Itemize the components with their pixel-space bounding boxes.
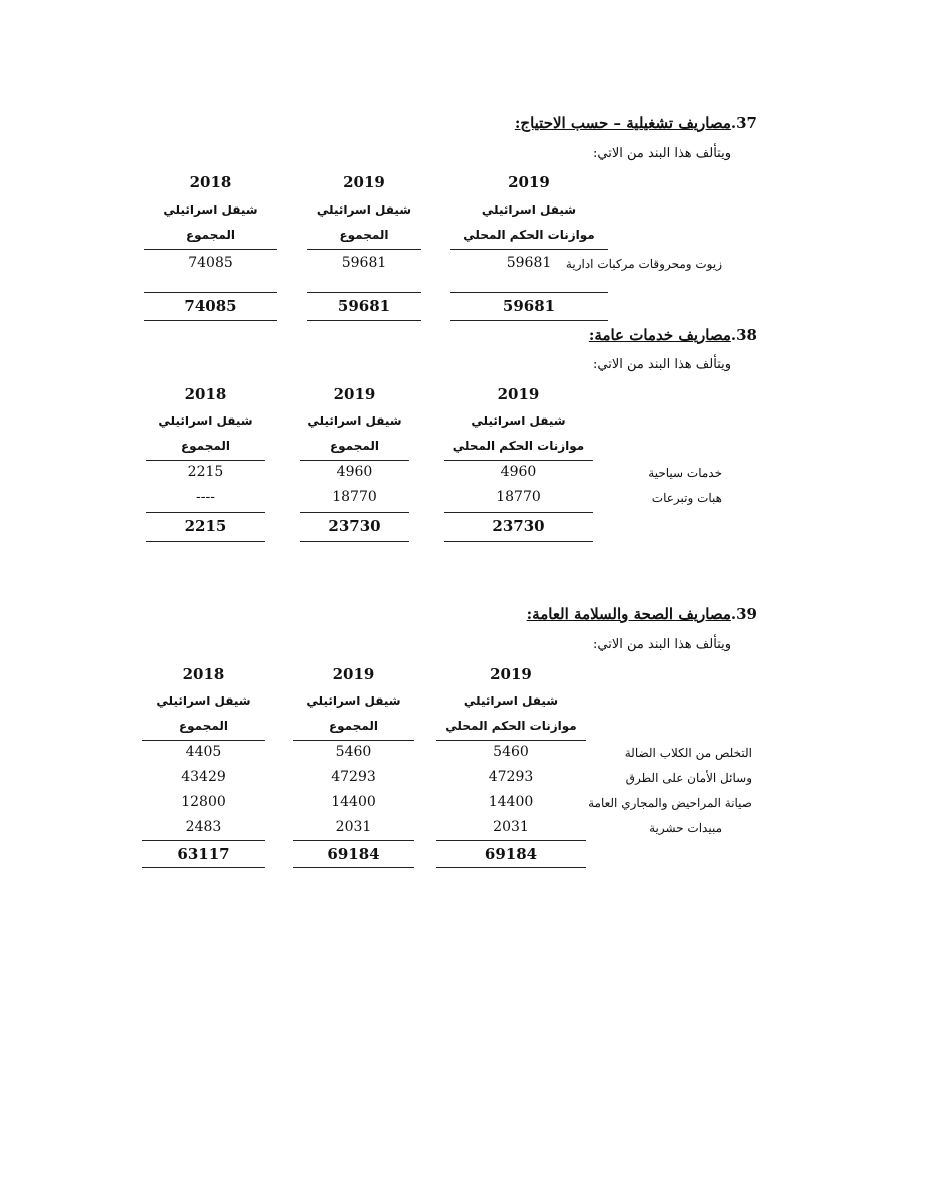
- s37-total2019-subheader: المجموع: [339, 228, 389, 242]
- s39-total-rule: [142, 840, 265, 841]
- section-37-title-text: مصاريف تشغيلية – حسب الاحتياج:: [514, 114, 731, 132]
- s37-bottom-rule: [450, 320, 608, 321]
- s38-bottom-rule: [300, 541, 409, 542]
- cell-total-2019: 14400: [331, 794, 376, 810]
- s38-total-total-2018: 2215: [184, 517, 227, 535]
- s38-budget-currency: شيقل اسرائيلي: [471, 414, 566, 428]
- cell-budget-2019: 4960: [500, 464, 537, 480]
- s39-total2019-year: 2019: [332, 665, 375, 683]
- s37-total-budget-2019: 59681: [502, 297, 556, 315]
- s38-total-rule: [300, 512, 409, 513]
- cell-total-2019: 4960: [336, 464, 373, 480]
- s39-budget-subheader: موازنات الحكم المحلي: [445, 719, 577, 733]
- s38-header-rule: [444, 460, 593, 461]
- row-label: وسائل الأمان على الطرق: [625, 771, 752, 785]
- cell-budget-2019: 47293: [488, 769, 534, 785]
- cell-total-2019: 47293: [331, 769, 376, 785]
- s38-total2019-year: 2019: [333, 385, 376, 403]
- s37-header-rule: [307, 249, 421, 250]
- s39-bottom-rule: [293, 867, 414, 868]
- cell-budget-2019: 14400: [488, 794, 534, 810]
- s38-total-rule: [444, 512, 593, 513]
- section-37-title: [515, 114, 757, 132]
- cell-total-2018: 2483: [185, 819, 222, 835]
- s38-total-total-2019: 23730: [328, 517, 381, 535]
- section-37-intro: ويتألف هذا البند من الاتي:: [593, 146, 731, 161]
- s37-total2018-currency: شيقل اسرائيلي: [163, 203, 258, 217]
- s39-bottom-rule: [436, 867, 586, 868]
- s38-bottom-rule: [444, 541, 593, 542]
- cell-total-2018: 4405: [185, 744, 222, 760]
- s39-header-rule: [436, 740, 586, 741]
- cell-total-2018: 2215: [187, 464, 224, 480]
- s39-total-total-2018: 63117: [177, 845, 230, 863]
- cell-budget-2019: 2031: [493, 819, 529, 835]
- s38-header-rule: [146, 460, 265, 461]
- cell-total-2018: 43429: [181, 769, 226, 785]
- cell-total-2018: ----: [196, 489, 215, 505]
- section-38-title-text: مصاريف خدمات عامة:: [588, 326, 731, 344]
- section-39-intro: ويتألف هذا البند من الاتي:: [593, 637, 731, 652]
- s37-total-rule: [307, 292, 421, 293]
- s37-bottom-rule: [144, 320, 277, 321]
- s39-budget-year: 2019: [490, 665, 532, 683]
- s37-bottom-rule: [307, 320, 421, 321]
- cell-total-2019: 5460: [335, 744, 372, 760]
- s37-budget-subheader: موازنات الحكم المحلي: [463, 228, 595, 242]
- s37-header-rule: [450, 249, 608, 250]
- s37-total-rule: [144, 292, 277, 293]
- cell-budget-2019: 59681: [506, 255, 552, 271]
- s38-total2018-subheader: المجموع: [180, 439, 231, 453]
- row-label: زيوت ومحروقات مركبات ادارية: [565, 257, 722, 271]
- s37-total-rule: [450, 292, 608, 293]
- section-39-title: [527, 605, 757, 623]
- s39-bottom-rule: [142, 867, 265, 868]
- s39-total-total-2019: 69184: [327, 845, 380, 863]
- s39-total-rule: [293, 840, 414, 841]
- s39-header-rule: [293, 740, 414, 741]
- s39-total2018-subheader: المجموع: [178, 719, 229, 733]
- s38-budget-subheader: موازنات الحكم المحلي: [452, 439, 585, 453]
- s37-total2019-year: 2019: [343, 173, 385, 191]
- s39-budget-currency: شيقل اسرائيلي: [463, 694, 559, 708]
- cell-total-2019: 18770: [332, 489, 377, 505]
- s38-total2018-year: 2018: [184, 385, 227, 403]
- s38-total2019-currency: شيقل اسرائيلي: [307, 414, 402, 428]
- row-label: صيانة المراحيض والمجاري العامة: [588, 796, 752, 810]
- s39-header-rule: [142, 740, 265, 741]
- section-38-number: 38.: [730, 326, 757, 344]
- cell-total-2018: 12800: [181, 794, 226, 810]
- s39-total2018-year: 2018: [182, 665, 225, 683]
- cell-budget-2019: 5460: [493, 744, 529, 760]
- s38-header-rule: [300, 460, 409, 461]
- s38-total2018-currency: شيقل اسرائيلي: [158, 414, 253, 428]
- row-label: التخلص من الكلاب الضالة: [624, 746, 752, 760]
- cell-budget-2019: 18770: [496, 489, 541, 505]
- cell-total-2019: 59681: [341, 255, 387, 271]
- row-label: خدمات سياحية: [648, 466, 722, 480]
- row-label: مبيدات حشرية: [649, 821, 722, 835]
- section-38-intro: ويتألف هذا البند من الاتي:: [593, 357, 731, 372]
- s37-budget-currency: شيقل اسرائيلي: [481, 203, 577, 217]
- s37-total2019-currency: شيقل اسرائيلي: [316, 203, 412, 217]
- s37-total2018-subheader: المجموع: [185, 228, 236, 242]
- s37-total2018-year: 2018: [189, 173, 232, 191]
- s37-total-total-2019: 59681: [337, 297, 391, 315]
- section-39-title-text: مصاريف الصحة والسلامة العامة:: [526, 605, 731, 623]
- s39-total2019-subheader: المجموع: [328, 719, 379, 733]
- s37-header-rule: [144, 249, 277, 250]
- s39-total-budget-2019: 69184: [484, 845, 538, 863]
- s38-bottom-rule: [146, 541, 265, 542]
- section-39-number: 39.: [730, 605, 757, 623]
- cell-total-2019: 2031: [335, 819, 372, 835]
- s39-total2019-currency: شيقل اسرائيلي: [306, 694, 401, 708]
- s37-budget-year: 2019: [508, 173, 550, 191]
- section-37-number: 37.: [730, 114, 757, 132]
- section-38-title: [589, 326, 757, 344]
- s38-budget-year: 2019: [497, 385, 540, 403]
- cell-total-2018: 74085: [188, 255, 233, 271]
- s38-total-budget-2019: 23730: [492, 517, 545, 535]
- s39-total2018-currency: شيقل اسرائيلي: [156, 694, 251, 708]
- s37-total-total-2018: 74085: [184, 297, 237, 315]
- s39-total-rule: [436, 840, 586, 841]
- s38-total-rule: [146, 512, 265, 513]
- s38-total2019-subheader: المجموع: [329, 439, 380, 453]
- row-label: هبات وتبرعات: [651, 491, 722, 505]
